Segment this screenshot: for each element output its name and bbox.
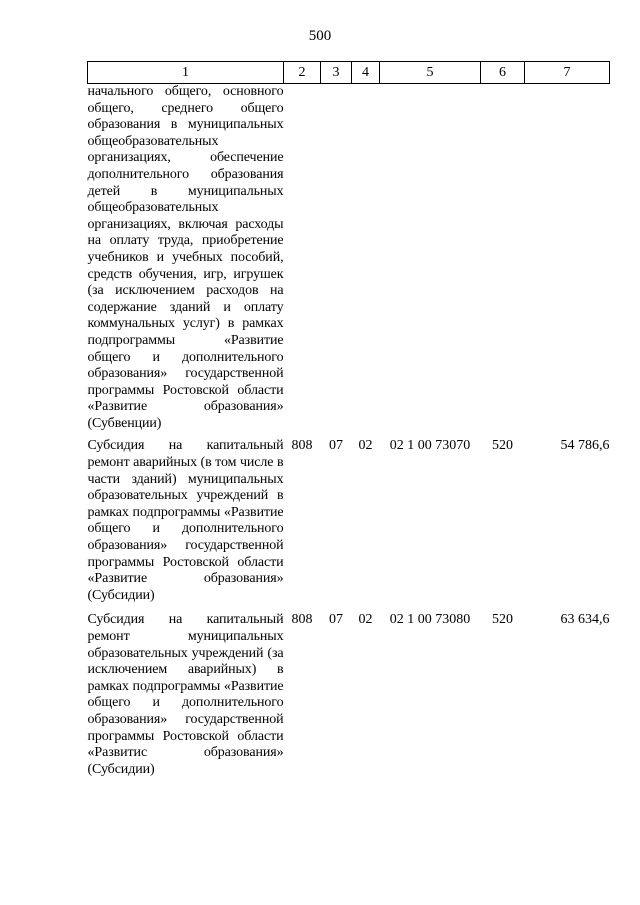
page-number: 500 (308, 28, 332, 44)
row-subsection-code: 02 (358, 612, 373, 628)
row-section-code (321, 84, 352, 433)
column-header-4: 4 (352, 62, 380, 84)
column-header-3: 3 (321, 62, 352, 84)
budget-table (87, 61, 610, 780)
row-target-article (380, 84, 481, 433)
row-ministry-code (284, 84, 321, 433)
column-header-6: 6 (481, 62, 525, 84)
row-amount: 54 786,6 (560, 438, 610, 454)
row-amount: 63 634,6 (560, 612, 610, 628)
table-row (88, 606, 610, 780)
table-row (88, 84, 610, 433)
row-ministry-code: 808 (291, 438, 313, 454)
row-section-code: 07 (329, 438, 343, 454)
row-section-code: 07 (329, 612, 343, 628)
row-description: начального общего, основного общего, среднего общего образования в муниципальных общеобразовательных организациях, обеспечение дополнительного образования детей в муниципальных общеобразовательных организациях, включая расходы на оплату труда, приобретение учебников и учебных пособий, средств обучения, игр, игрушек (за исключением расходов на содержание зданий и оплату коммунальных услуг) в рамках подпрограммы «Развитие общего и дополнительного образования» государственной программы Ростовской области «Развитие образования» (Субвенции) (87, 84, 284, 431)
row-amount (525, 84, 610, 433)
row-description: Субсидия на капитальный ремонт аварийных (в том числе в части зданий) муниципальных образовательных учреждений в рамках подпрограммы «Развитие общего и дополнительного образования» государственной программы Ростовской области «Развитие образования» (Субсидии) (87, 438, 284, 603)
column-header-1: 1 (88, 62, 284, 84)
row-subsection-code (352, 84, 380, 433)
table-row (88, 432, 610, 606)
row-expense-type (481, 84, 525, 433)
row-ministry-code: 808 (291, 612, 313, 628)
row-target-article: 02 1 00 73080 (389, 612, 471, 628)
row-target-article: 02 1 00 73070 (389, 438, 471, 454)
table-header-row (88, 62, 610, 84)
column-header-2: 2 (284, 62, 321, 84)
row-expense-type: 520 (492, 612, 513, 628)
row-description: Субсидия на капитальный ремонт муниципальных образовательных учреждений (за исключением аварийных) в рамках подпрограммы «Развитие общего и дополнительного образования» государственной программы Ростовской области «Развитис образования» (Субсидии) (87, 612, 284, 777)
row-expense-type: 520 (492, 438, 513, 454)
column-header-5: 5 (380, 62, 481, 84)
row-subsection-code: 02 (358, 438, 373, 454)
column-header-7: 7 (525, 62, 610, 84)
